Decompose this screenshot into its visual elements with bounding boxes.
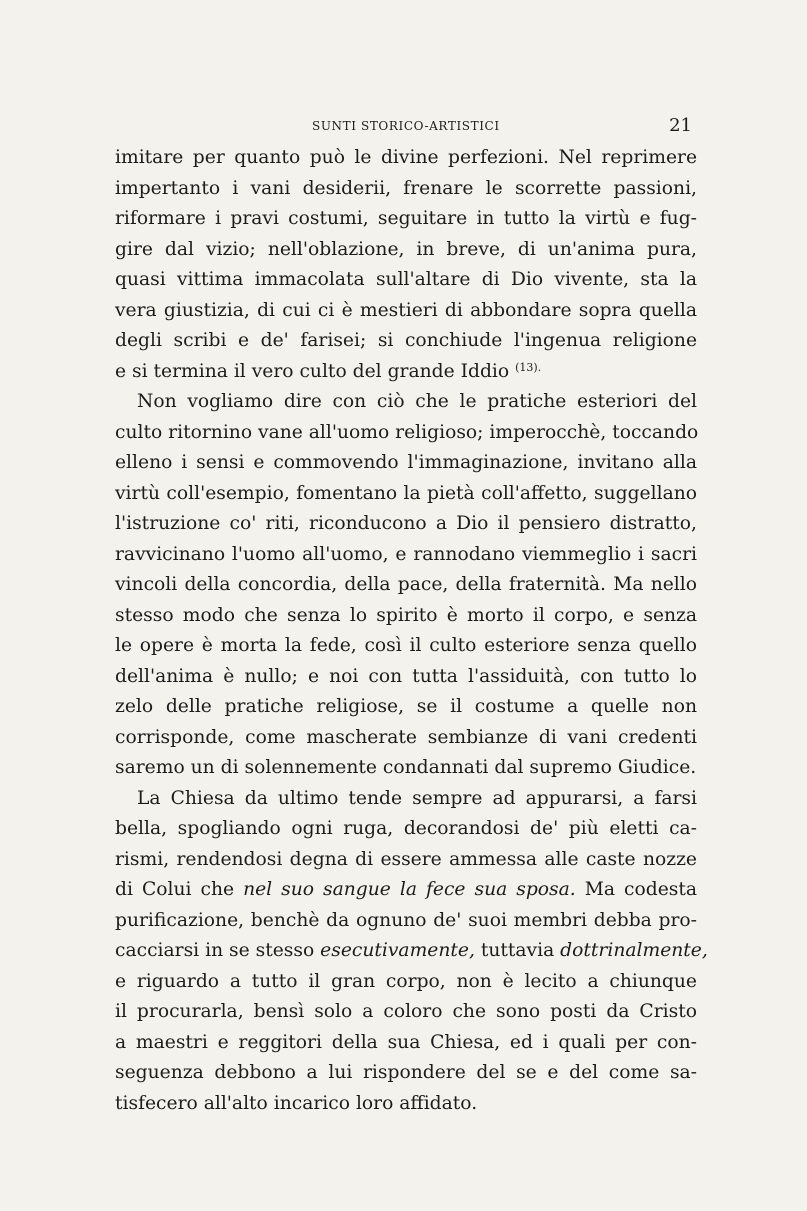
text-line: bella, spogliando ogni ruga, decorandosi de' più eletti ca- (115, 818, 697, 839)
text-line: e riguardo a tutto il gran corpo, non è lecito a chiunque (115, 970, 697, 992)
text-line: vincoli della concordia, della pace, della fraternità. Ma nello (115, 574, 697, 595)
text-line: le opere è morta la fede, così il culto esteriore senza quello (115, 635, 697, 656)
text-line: gire dal vizio; nell'oblazione, in breve, di un'anima pura, (115, 238, 697, 260)
text-line (115, 936, 708, 967)
italic-word: esecutivamente, (320, 940, 475, 961)
text-line: rismi, rendendosi degna di essere ammessa alle caste nozze (115, 848, 697, 870)
text-line: Non vogliamo dire con ciò che le pratiche esteriori del (137, 391, 697, 412)
page-header (115, 116, 690, 140)
text-line: degli scribi e de' farisei; si conchiude l'ingenua religione (115, 330, 697, 351)
text-line: dell'anima è nullo; e noi con tutta l'assiduità, con tutto lo (115, 665, 697, 687)
text-segment: Ma codesta (575, 879, 698, 900)
text-segment: cacciarsi in se stesso (115, 940, 321, 961)
text-line: quasi vittima immacolata sull'altare di Dio vivente, sta la (115, 269, 697, 290)
text-line: La Chiesa da ultimo tende sempre ad appurarsi, a farsi (137, 787, 697, 809)
footnote-reference: (13). (515, 360, 542, 374)
text-line: l'istruzione co' riti, riconducono a Dio il pensiero distratto, (115, 513, 697, 534)
text-line: il procurarla, bensì solo a coloro che sono posti da Cristo (115, 1001, 697, 1022)
text-line: a maestri e reggitori della sua Chiesa, ed i quali per con- (115, 1031, 697, 1053)
text-line: vera giustizia, di cui ci è mestieri di abbondare sopra quella (115, 299, 697, 321)
text-line (115, 875, 697, 906)
text-line: virtù coll'esempio, fomentano la pietà coll'affetto, suggellano (115, 482, 697, 504)
text-line: zelo delle pratiche religiose, se il costume a quelle non (115, 696, 697, 717)
text-segment: di Colui che (115, 879, 244, 900)
page-number: 21 (669, 115, 692, 136)
text-line-content: e si termina il vero culto del grande Iddio (115, 360, 510, 382)
text-segment: tuttavia (474, 940, 561, 961)
text-line: purificazione, benchè da ognuno de' suoi membri debba pro- (115, 909, 697, 931)
text-line: riformare i pravi costumi, seguitare in tutto la virtù e fug- (115, 208, 697, 229)
italic-phrase: nel suo sangue la fece sua sposa. (243, 879, 576, 900)
text-line: impertanto i vani desiderii, frenare le scorrette passioni, (115, 177, 697, 199)
text-line: stesso modo che senza lo spirito è morto il corpo, e senza (115, 604, 697, 626)
text-line: seguenza debbono a lui rispondere del se e del come sa- (115, 1062, 697, 1083)
text-line: imitare per quanto può le divine perfezioni. Nel reprimere (115, 147, 697, 168)
italic-word: dottrinalmente, (560, 940, 708, 961)
running-head: SUNTI STORICO-ARTISTICI (312, 119, 500, 133)
text-line: elleno i sensi e commovendo l'immaginazione, invitano alla (115, 452, 697, 473)
text-line: tisfecero all'alto incarico loro affidato. (115, 1092, 478, 1114)
text-line: saremo un di solennemente condannati dal supremo Giudice. (115, 757, 697, 778)
text-line (115, 357, 697, 388)
text-line: ravvicinano l'uomo all'uomo, e rannodano viemmeglio i sacri (115, 543, 697, 565)
body-text (115, 143, 708, 1119)
text-line: culto ritornino vane all'uomo religioso; imperocchè, toccando (115, 421, 699, 443)
text-line: corrisponde, come mascherate sembianze di vani credenti (115, 726, 697, 748)
